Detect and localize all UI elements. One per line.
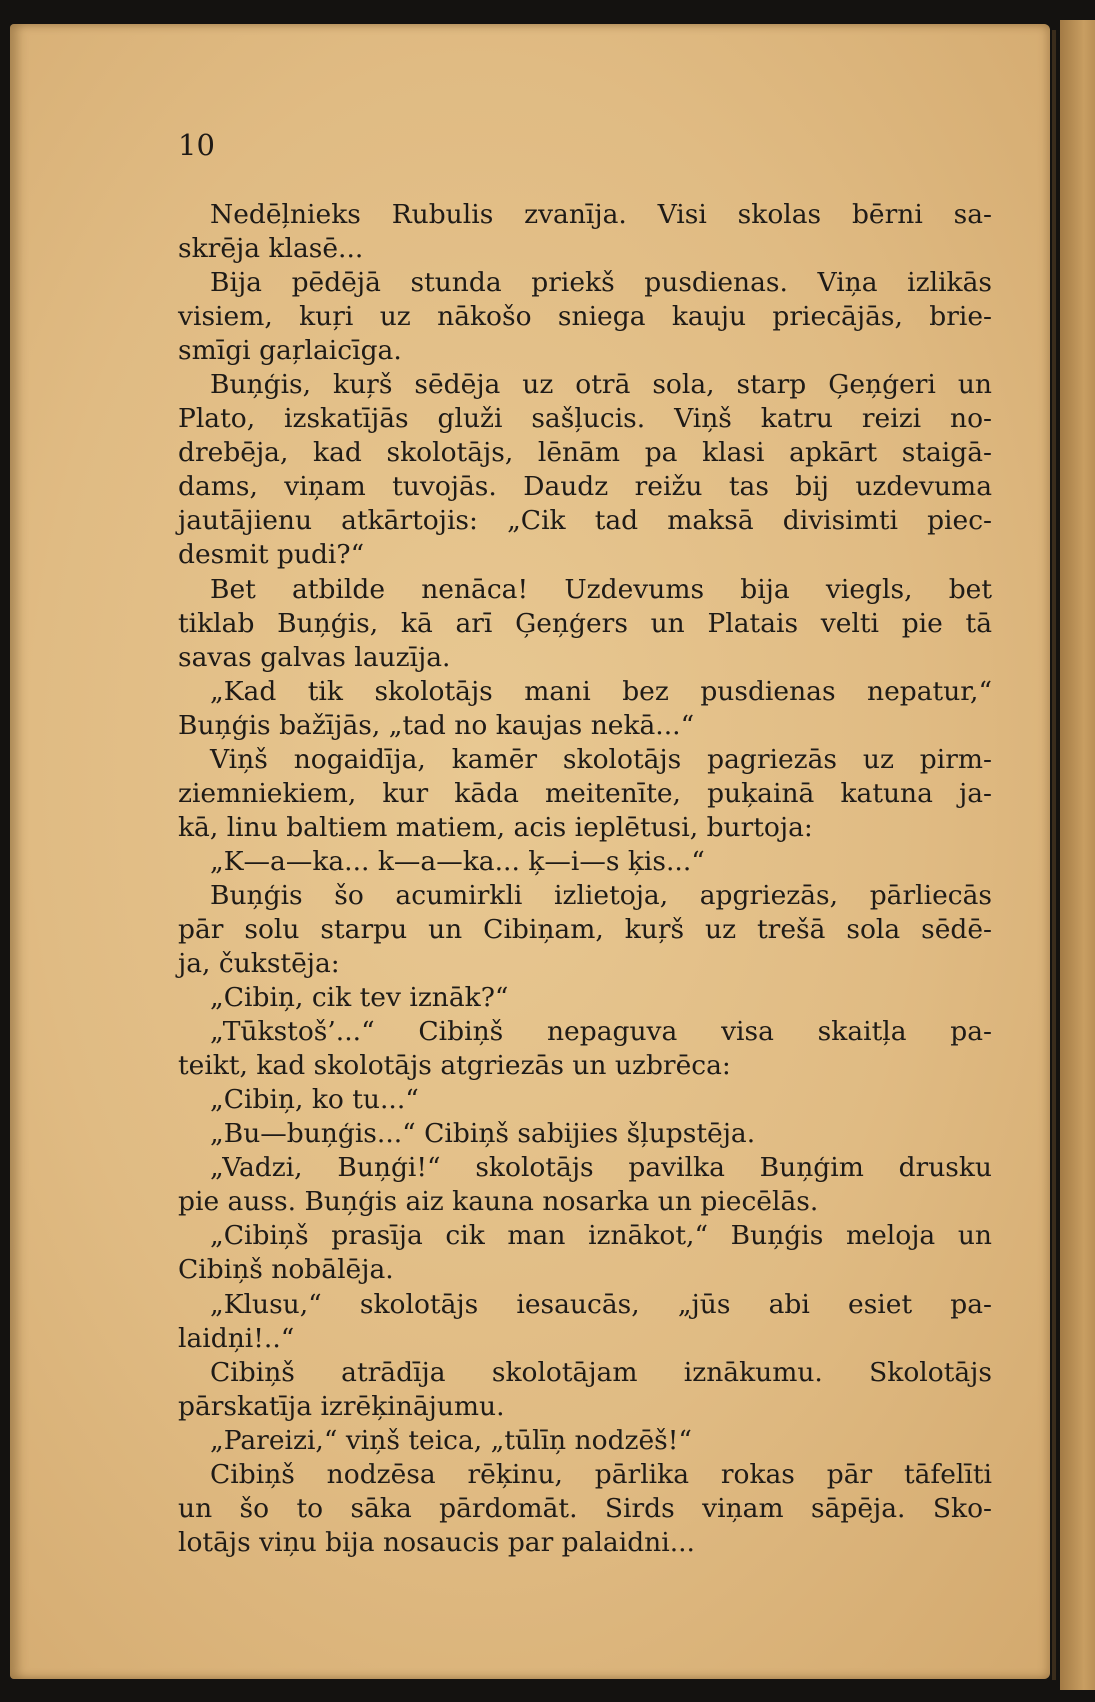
text-line: smīgi gaŗlaicīga. <box>178 335 402 367</box>
text-line: drebēja, kad skolotājs, lēnām pa klasi apkārt staigā- <box>178 437 992 469</box>
text-line: „Vadzi, Buņģi!“ skolotājs pavilka Buņģim drusku <box>210 1152 992 1184</box>
text-line: Nedēļnieks Rubulis zvanīja. Visi skolas bērni sa- <box>210 199 992 230</box>
text-line: Buņģis bažījās, „tad no kaujas nekā...“ <box>178 709 695 741</box>
body-text <box>178 198 992 1560</box>
text-line: Plato, izskatījās gluži sašļucis. Viņš katru reizi no- <box>178 403 992 435</box>
text-line: „Cibiņš prasīja cik man iznākot,“ Buņģis meloja un <box>210 1220 992 1252</box>
text-line: kā, linu baltiem matiem, acis ieplētusi, burtoja: <box>178 811 813 843</box>
text-line: Bija pēdējā stunda priekš pusdienas. Viņa izlikās <box>210 267 992 299</box>
text-line: un šo to sāka pārdomāt. Sirds viņam sāpēja. Sko- <box>178 1492 992 1524</box>
text-line: „K—a—ka... k—a—ka... ķ—i—s ķis...“ <box>210 845 705 877</box>
text-line: teikt, kad skolotājs atgriezās un uzbrēca: <box>178 1050 731 1082</box>
text-line: dams, viņam tuvojās. Daudz reižu tas bij uzdevuma <box>178 471 992 503</box>
text-line: Cibiņš nobālēja. <box>178 1254 394 1286</box>
text-line: jautājienu atkārtojis: „Cik tad maksā divisimti piec- <box>178 505 992 537</box>
page-number: 10 <box>178 128 215 162</box>
text-line: „Pareizi,“ viņš teica, „tūlīņ nodzēš!“ <box>210 1424 692 1456</box>
text-line: ja, čukstēja: <box>178 948 340 980</box>
text-line: „Bu—buņģis...“ Cibiņš sabijies šļupstēja. <box>210 1118 756 1150</box>
text-line: pār solu starpu un Cibiņam, kuŗš uz trešā sola sēdē- <box>178 913 992 945</box>
text-line: visiem, kuŗi uz nākošo sniega kauju priecājās, brie- <box>178 301 992 333</box>
text-line: desmit pudi?“ <box>178 539 365 571</box>
text-line: lotājs viņu bija nosaucis par palaidni... <box>178 1526 695 1558</box>
text-line: Bet atbilde nenāca! Uzdevums bija viegls, bet <box>210 573 992 605</box>
text-line: Cibiņš nodzēsa rēķinu, pārlika rokas pār tāfelīti <box>210 1458 992 1490</box>
text-line: ziemniekiem, kur kāda meitenīte, puķainā katuna ja- <box>178 777 992 809</box>
text-line: Viņš nogaidīja, kamēr skolotājs pagriezās uz pirm- <box>210 743 992 775</box>
text-line: Buņģis šo acumirkli izlietoja, apgriezās, pārliecās <box>210 879 992 911</box>
text-line: laidņi!..“ <box>178 1322 295 1354</box>
text-line: Buņģis, kuŗš sēdēja uz otrā sola, starp Ģeņģeri un <box>210 369 992 401</box>
text-line: „Cibiņ, cik tev iznāk?“ <box>210 982 509 1014</box>
text-line: pie auss. Buņģis aiz kauna nosarka un piecēlās. <box>178 1186 819 1218</box>
text-line: „Tūkstoš’...“ Cibiņš nepaguva visa skaitļa pa- <box>210 1016 992 1048</box>
text-line: tiklab Buņģis, kā arī Ģeņģers un Platais velti pie tā <box>178 607 992 639</box>
book-spine-gutter <box>1052 30 1056 1680</box>
text-line: savas galvas lauzīja. <box>178 641 451 673</box>
text-line: „Kad tik skolotājs mani bez pusdienas nepatur,“ <box>210 675 992 707</box>
text-line: pārskatīja izrēķinājumu. <box>178 1390 505 1422</box>
text-line: „Klusu,“ skolotājs iesaucās, „jūs abi esiet pa- <box>210 1288 992 1320</box>
text-line: Cibiņš atrādīja skolotājam iznākumu. Skolotājs <box>210 1356 992 1388</box>
text-line: skrēja klasē... <box>178 233 364 265</box>
text-line: „Cibiņ, ko tu...“ <box>210 1084 419 1116</box>
next-page-edge <box>1060 20 1095 1690</box>
